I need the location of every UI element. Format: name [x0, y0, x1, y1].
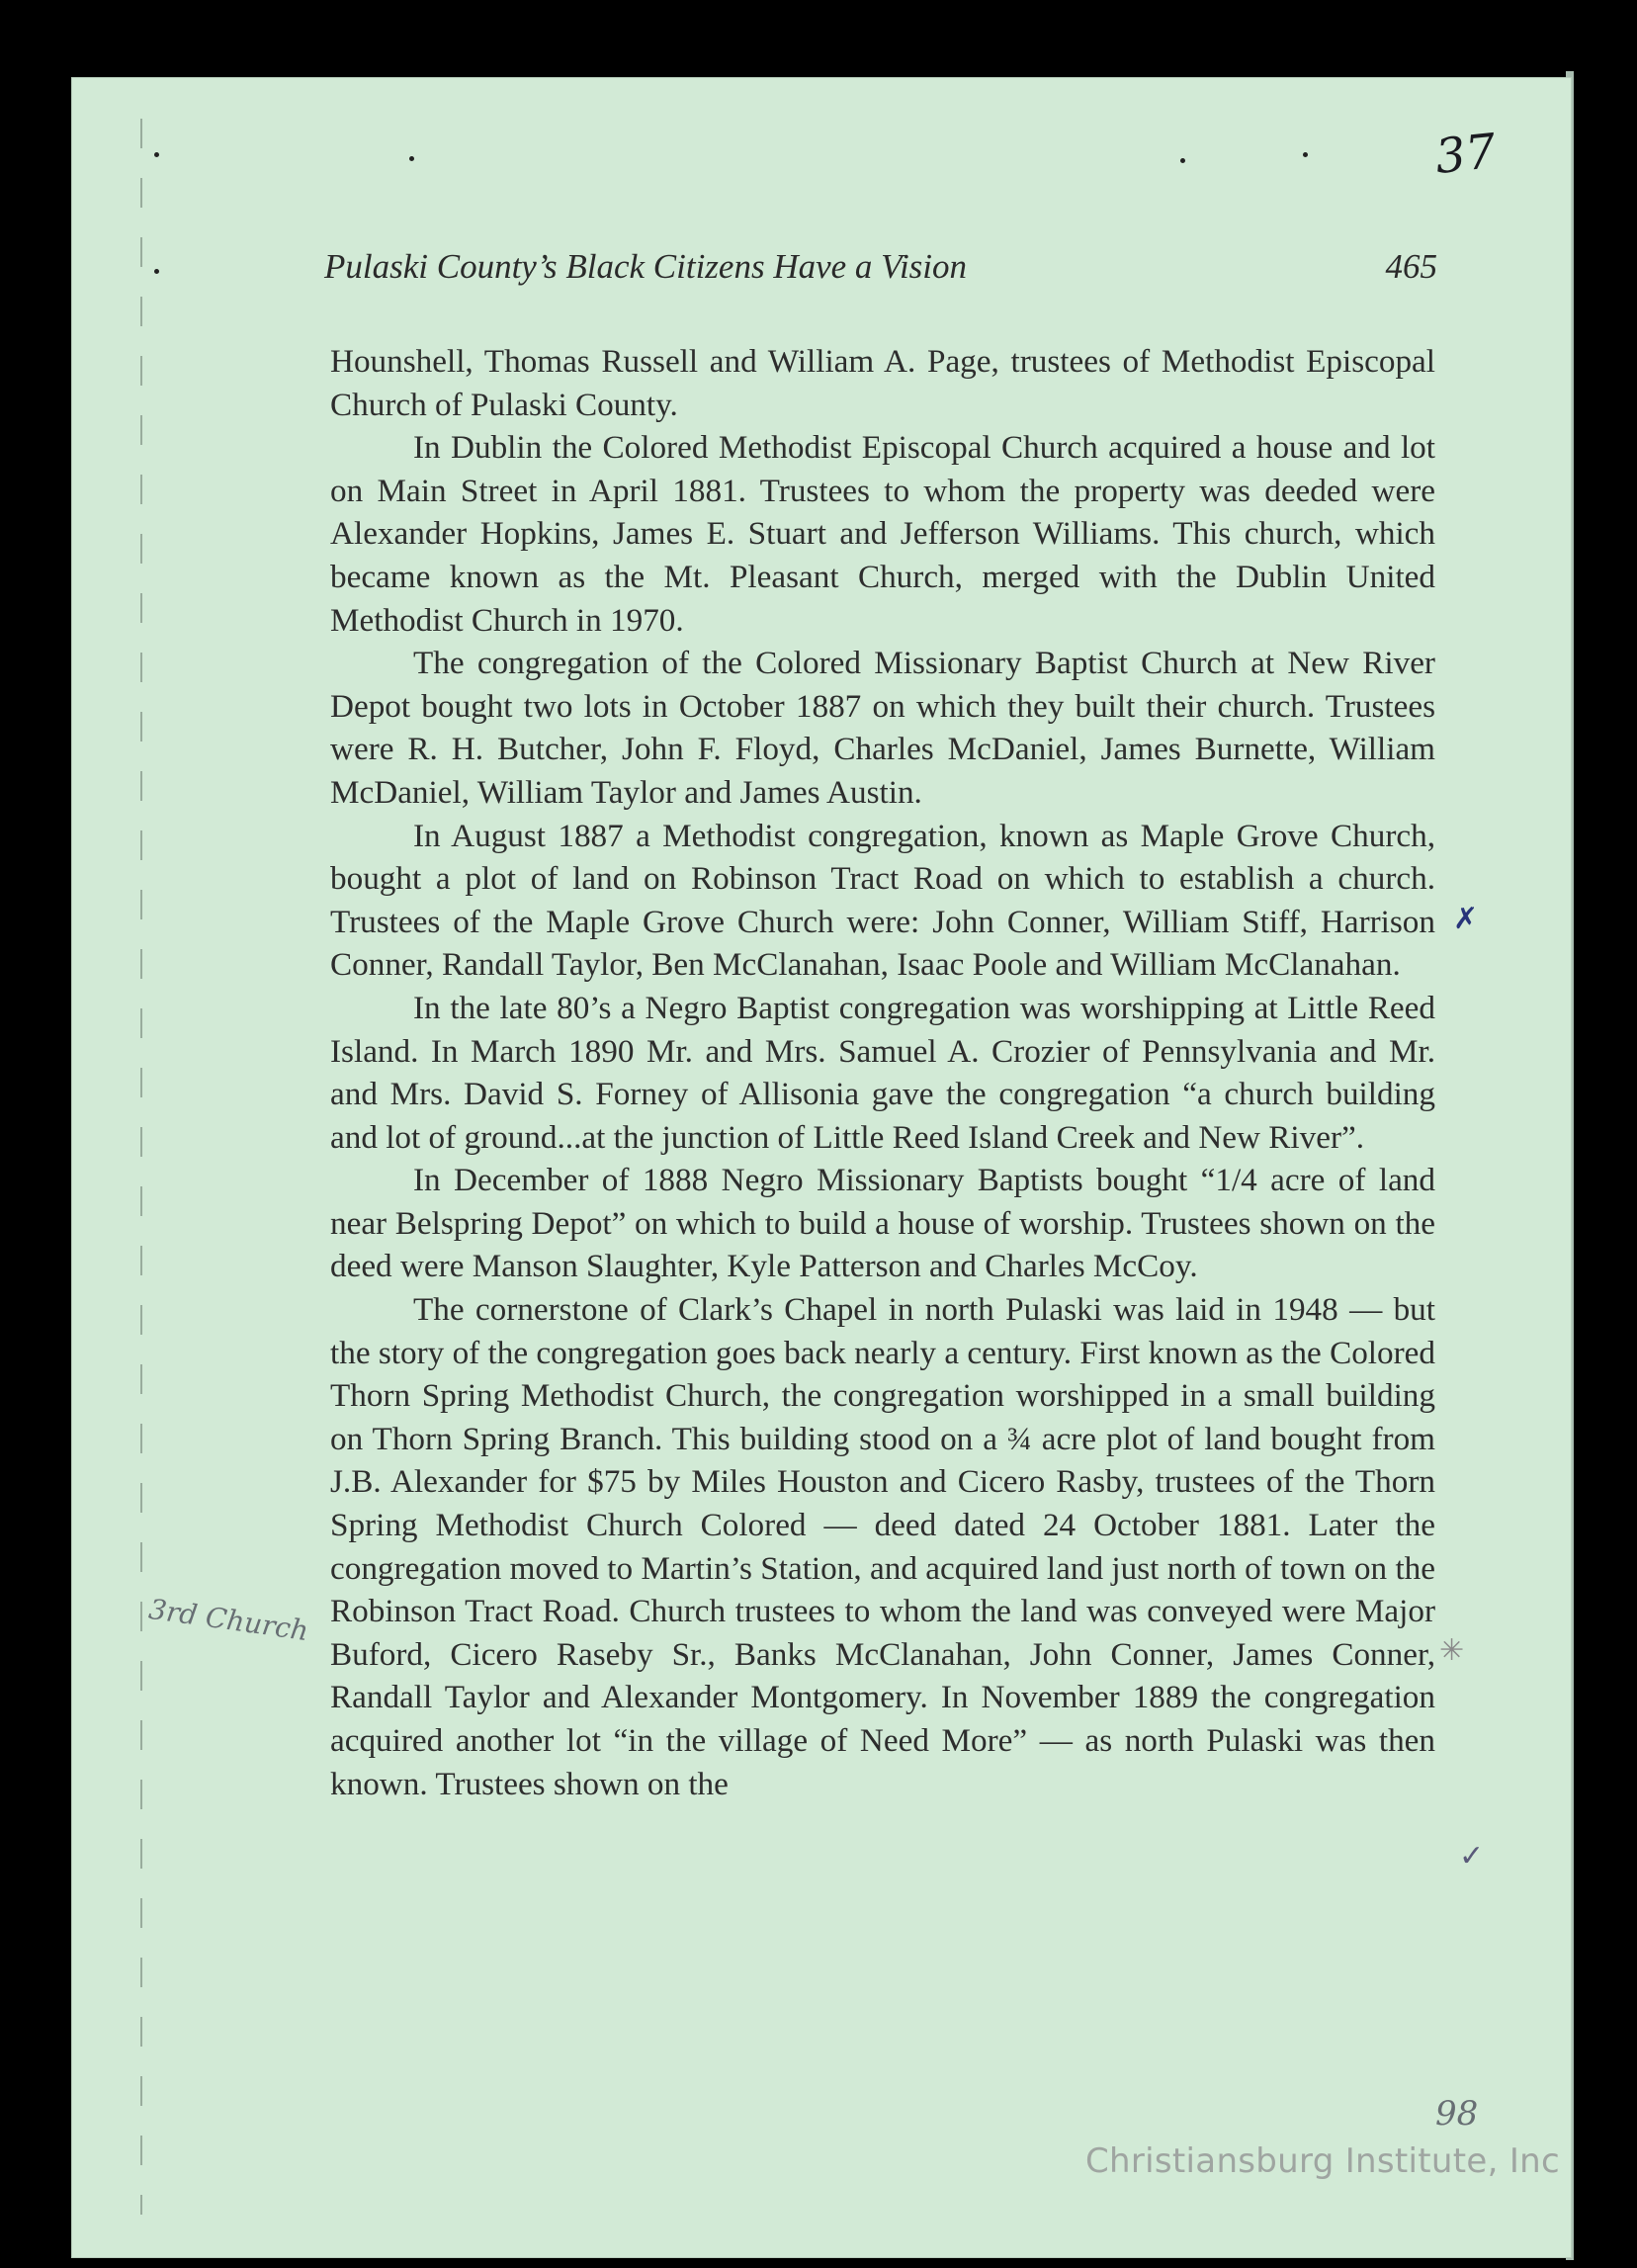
margin-note-third-church: 3rd Church	[146, 1592, 311, 1648]
paragraph: The congregation of the Colored Missionary Baptist Church at New River Depot bought two lots in October 1887 on which they built their church. Trustees were R. H. Butcher, John F. Floyd, Charles McDaniel, James Burnette, William McDaniel, William Taylor and James Austin.	[330, 645, 1435, 811]
paragraph: Hounshell, Thomas Russell and William A. Page, trustees of Methodist Episcopal Church of Pulaski County.	[330, 343, 1435, 423]
running-head	[324, 247, 1437, 295]
paragraph: In December of 1888 Negro Missionary Baptists bought “1/4 acre of land near Belspring Depot” on which to build a house of worship. Trustees shown on the deed were Manson Slaughter, Kyle Patterson and Charles McCoy.	[330, 1162, 1435, 1285]
punch-mark	[409, 156, 414, 161]
tick-mark-icon: ✓	[1459, 1839, 1485, 1874]
handwritten-folio: 37	[1432, 123, 1499, 186]
watermark: Christiansburg Institute, Inc	[1085, 2141, 1560, 2181]
margin-note-bottom-right: 98	[1435, 2094, 1479, 2134]
punch-mark	[1303, 152, 1308, 157]
punch-mark	[1180, 158, 1185, 163]
running-head-title: Pulaski County’s Black Citizens Have a Vision	[324, 247, 968, 286]
fold-line	[140, 119, 142, 2215]
asterisk-mark-icon: ✳	[1439, 1633, 1465, 1668]
body-text	[330, 340, 1435, 1805]
paragraph: The cornerstone of Clark’s Chapel in north Pulaski was laid in 1948 — but the story of the congregation goes back nearly a century. First known as the Colored Thorn Spring Methodist Church, the congregation worshipped in a small building on Thorn Spring Branch. This building stood on a ¾ acre plot of land bought from J.B. Alexander for $75 by Miles Houston and Cicero Rasby, trustees of the Thorn Spring Methodist Church Colored — deed dated 24 October 1881. Later the congregation moved to Martin’s Station, and acquired land just north of town on the Robinson Tract Road. Church trustees to whom the land was conveyed were Major Buford, Cicero Raseby Sr., Banks McClanahan, John Conner, James Conner, Randall Taylor and Alexander Montgomery. In November 1889 the congregation acquired another lot “in the village of Need More” — as north Pulaski was then known. Trustees shown on the	[330, 1291, 1435, 1802]
punch-mark	[154, 269, 159, 274]
paragraph: In August 1887 a Methodist congregation, known as Maple Grove Church, bought a plot of land on Robinson Tract Road on which to establish a church. Trustees of the Maple Grove Church were: John Conner, William Stiff, Harrison Conner, Randall Taylor, Ben McClanahan, Isaac Poole and William McClanahan.	[330, 817, 1435, 984]
page-number: 465	[1385, 247, 1437, 286]
punch-mark	[154, 152, 159, 157]
paragraph: In the late 80’s a Negro Baptist congregation was worshipping at Little Reed Island. In March 1890 Mr. and Mrs. Samuel A. Crozier of Pennsylvania and Mr. and Mrs. David S. Forney of Allisonia gave the congregation “a church building and lot of ground...at the junction of Little Reed Island Creek and New River”.	[330, 989, 1435, 1156]
check-mark-icon: ✗	[1453, 902, 1479, 936]
paragraph: In Dublin the Colored Methodist Episcopal Church acquired a house and lot on Main Street in April 1881. Trustees to whom the property was deeded were Alexander Hopkins, James E. Stuart and Jefferson Williams. This church, which became known as the Mt. Pleasant Church, merged with the Dublin United Methodist Church in 1970.	[330, 429, 1435, 639]
